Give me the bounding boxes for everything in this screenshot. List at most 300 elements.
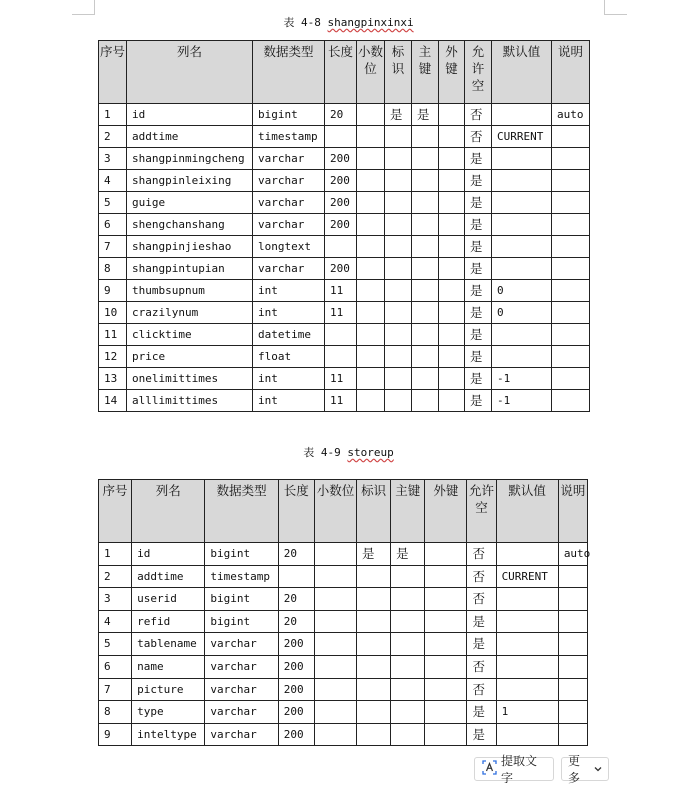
table-cell: shengchanshang [127,214,253,236]
table-cell: 否 [465,104,492,126]
table-cell [385,258,412,280]
column-header: 标识 [357,480,391,543]
table-cell [357,701,391,724]
caption-table-name: storeup [347,446,394,459]
table-cell: 是 [391,543,425,566]
table-cell: int [253,368,325,390]
table-cell: 200 [278,678,314,701]
table-cell [496,633,558,656]
table-cell: varchar [205,678,278,701]
table-cell: 是 [465,258,492,280]
table-cell [552,346,590,368]
column-header: 序号 [99,41,127,104]
table-cell [439,302,465,324]
more-label: 更多 [568,754,581,785]
table-cell [391,610,425,633]
table-cell [492,236,552,258]
table-cell: shangpintupian [127,258,253,280]
table-cell [425,723,467,746]
crop-mark-left [72,0,95,15]
table-cell [314,610,356,633]
table-cell [357,126,385,148]
table-row [99,588,588,611]
table-cell: 9 [99,723,132,746]
column-header: 外键 [425,480,467,543]
table-cell [552,368,590,390]
table-caption-4-8 [0,16,697,30]
table-cell [357,236,385,258]
table-cell [425,543,467,566]
table-cell: bigint [205,610,278,633]
table-row [99,701,588,724]
table-cell: refid [132,610,205,633]
table-cell [492,258,552,280]
table-row [99,170,590,192]
table-cell: 200 [278,723,314,746]
table-cell: 是 [465,192,492,214]
table-cell: inteltype [132,723,205,746]
table-cell: -1 [492,390,552,412]
table-cell: 是 [465,280,492,302]
table-cell [425,701,467,724]
table-cell [385,148,412,170]
table-cell: varchar [253,258,325,280]
table-cell: 7 [99,236,127,258]
table-cell: 11 [325,302,357,324]
table-cell [391,588,425,611]
table-cell [412,390,439,412]
table-cell: 20 [278,543,314,566]
table-cell: id [132,543,205,566]
table-cell: 否 [467,655,496,678]
table-cell: 11 [325,390,357,412]
table-row [99,565,588,588]
table-cell: 11 [325,368,357,390]
table-cell: 200 [278,633,314,656]
table-cell [492,214,552,236]
table-cell: 8 [99,258,127,280]
table-cell [558,723,587,746]
table-cell [552,324,590,346]
table-cell [385,302,412,324]
table-cell [496,610,558,633]
table-cell: varchar [253,148,325,170]
table-cell: 9 [99,280,127,302]
table-cell [314,633,356,656]
column-header: 说明 [558,480,587,543]
column-header: 外键 [439,41,465,104]
table-cell: name [132,655,205,678]
table-cell: bigint [253,104,325,126]
table-cell [552,170,590,192]
table-cell [391,678,425,701]
column-header: 允许空 [467,480,496,543]
column-header: 长度 [278,480,314,543]
table-cell [558,565,587,588]
table-cell [425,655,467,678]
table-cell [357,655,391,678]
table-row [99,214,590,236]
table-cell: picture [132,678,205,701]
column-header: 小数位 [314,480,356,543]
table-cell [496,723,558,746]
table-cell [492,192,552,214]
crop-mark-right [604,0,627,15]
table-cell [357,588,391,611]
table-cell: price [127,346,253,368]
table-cell [314,678,356,701]
table-cell: onelimittimes [127,368,253,390]
table-cell: 4 [99,170,127,192]
table-cell [558,701,587,724]
table-cell [391,633,425,656]
column-header: 主键 [412,41,439,104]
table-cell [492,148,552,170]
table-cell [412,236,439,258]
table-cell: 6 [99,655,132,678]
table-cell: 否 [467,565,496,588]
table-cell [552,302,590,324]
table-cell: 11 [99,324,127,346]
table-cell [496,655,558,678]
table-cell: 是 [467,633,496,656]
table-cell [412,346,439,368]
table-cell: 11 [325,280,357,302]
table-cell: 是 [465,324,492,346]
table-cell [558,655,587,678]
table-cell [357,565,391,588]
table-cell: 是 [385,104,412,126]
extract-text-button[interactable] [474,754,554,785]
table-cell: 13 [99,368,127,390]
column-header: 小数位 [357,41,385,104]
table-cell: 是 [465,236,492,258]
table-cell: CURRENT [492,126,552,148]
table-cell [357,214,385,236]
table-cell: shangpinmingcheng [127,148,253,170]
column-header: 说明 [552,41,590,104]
table-cell: 12 [99,346,127,368]
table-cell: 200 [325,258,357,280]
table-cell: 1 [99,543,132,566]
table-cell [357,390,385,412]
table-cell: 5 [99,633,132,656]
table-cell [412,280,439,302]
table-cell: 200 [325,170,357,192]
table-cell [314,565,356,588]
table-cell: 3 [99,588,132,611]
table-cell: 是 [465,302,492,324]
table-cell [357,148,385,170]
table-cell [357,192,385,214]
table-cell: longtext [253,236,325,258]
table-cell [439,324,465,346]
table-cell [552,258,590,280]
text-scan-icon [482,760,497,778]
table-cell [385,192,412,214]
table-cell [385,170,412,192]
table-cell [314,543,356,566]
table-cell [412,214,439,236]
table-cell: timestamp [253,126,325,148]
table-cell: 6 [99,214,127,236]
column-header: 默认值 [496,480,558,543]
table-cell [325,324,357,346]
table-row [99,148,590,170]
table-cell: int [253,302,325,324]
table-cell [425,588,467,611]
table-cell [439,258,465,280]
table-cell [558,678,587,701]
table-cell [385,236,412,258]
table-cell: 2 [99,126,127,148]
table-cell [552,192,590,214]
column-header: 默认值 [492,41,552,104]
table-cell: 0 [492,302,552,324]
table-cell [439,214,465,236]
table-cell [412,302,439,324]
table-cell [439,170,465,192]
table-cell [558,610,587,633]
table-cell: auto [558,543,587,566]
table-cell: 是 [357,543,391,566]
table-cell: varchar [205,723,278,746]
table-cell [357,324,385,346]
caption-table-name: shangpinxinxi [327,16,414,29]
table-cell: timestamp [205,565,278,588]
table-cell: int [253,390,325,412]
header-row [99,41,590,104]
table-cell [385,214,412,236]
table-cell [439,192,465,214]
table-row [99,236,590,258]
table-cell [412,170,439,192]
table-cell: 200 [325,214,357,236]
table-cell: 200 [278,701,314,724]
table-cell [325,126,357,148]
table-cell: 是 [465,170,492,192]
table-cell [357,610,391,633]
table-cell [439,368,465,390]
table-row [99,368,590,390]
table-cell: 否 [467,588,496,611]
table-row [99,280,590,302]
caption-prefix: 表 4-8 [283,16,321,29]
table-cell [425,678,467,701]
table-cell [425,565,467,588]
table-cell [357,368,385,390]
table-cell [314,723,356,746]
table-cell: varchar [205,633,278,656]
table-row [99,655,588,678]
table-cell: addtime [132,565,205,588]
table-cell: varchar [253,192,325,214]
table-cell [357,258,385,280]
table-cell [391,723,425,746]
table-cell: 20 [325,104,357,126]
table-cell [357,170,385,192]
table-row [99,192,590,214]
table-cell [439,148,465,170]
table-cell [552,126,590,148]
column-header: 主键 [391,480,425,543]
more-button[interactable] [561,754,609,785]
table-cell: 是 [465,368,492,390]
table-cell: CURRENT [496,565,558,588]
table-cell: 2 [99,565,132,588]
table-cell [385,368,412,390]
table-row [99,324,590,346]
table-cell: 1 [496,701,558,724]
table-cell [492,170,552,192]
table-cell [325,346,357,368]
table-cell [385,324,412,346]
table-cell: auto [552,104,590,126]
table-cell [357,678,391,701]
table-cell [314,655,356,678]
chevron-down-icon [594,762,602,776]
table-cell: bigint [205,588,278,611]
table-cell [439,104,465,126]
table-cell [496,678,558,701]
table-cell [439,126,465,148]
table-cell: 是 [467,723,496,746]
table-cell [496,543,558,566]
table-cell: 是 [465,148,492,170]
table-cell: varchar [205,655,278,678]
table-cell: 是 [412,104,439,126]
table-cell: 是 [465,390,492,412]
table-cell [357,723,391,746]
table-cell: guige [127,192,253,214]
table-row [99,302,590,324]
table-cell [314,588,356,611]
table-cell: 20 [278,588,314,611]
table-cell: datetime [253,324,325,346]
table-cell: 200 [325,192,357,214]
table-cell: 是 [465,214,492,236]
table-cell: crazilynum [127,302,253,324]
table-cell [425,633,467,656]
table-cell: clicktime [127,324,253,346]
column-header: 长度 [325,41,357,104]
table-cell: float [253,346,325,368]
table-cell: int [253,280,325,302]
table-cell: thumbsupnum [127,280,253,302]
table-cell [552,214,590,236]
table-row [99,543,588,566]
table-cell [552,148,590,170]
table-cell [552,390,590,412]
table-cell: bigint [205,543,278,566]
table-cell: 否 [465,126,492,148]
table-cell [492,324,552,346]
table-row [99,126,590,148]
table-cell: 否 [467,678,496,701]
table-cell: 是 [467,701,496,724]
table-cell [385,390,412,412]
column-header: 序号 [99,480,132,543]
table-caption-4-9 [0,446,697,460]
column-header: 允许空 [465,41,492,104]
table-shangpinxinxi [98,40,590,412]
table-cell [391,565,425,588]
table-row [99,390,590,412]
table-cell [558,588,587,611]
table-cell [357,280,385,302]
table-cell: 1 [99,104,127,126]
table-cell [496,588,558,611]
table-cell: userid [132,588,205,611]
table-cell [412,148,439,170]
table-row [99,633,588,656]
table-storeup [98,479,591,746]
table-cell [278,565,314,588]
table-row [99,258,590,280]
table-cell: 是 [465,346,492,368]
table-cell: 是 [467,610,496,633]
table-cell: 200 [325,148,357,170]
table-cell: id [127,104,253,126]
table-cell [412,126,439,148]
header-row [99,480,588,543]
table-cell: 0 [492,280,552,302]
table-cell [439,346,465,368]
table-cell: alllimittimes [127,390,253,412]
table-cell [412,324,439,346]
table-cell: addtime [127,126,253,148]
table-cell [357,302,385,324]
table-cell [412,258,439,280]
table-cell: 3 [99,148,127,170]
table-cell [357,104,385,126]
table-cell [357,346,385,368]
table-cell [492,104,552,126]
table-cell [314,701,356,724]
table-row [99,346,590,368]
caption-prefix: 表 4-9 [303,446,341,459]
table-cell: 否 [467,543,496,566]
table-cell [391,701,425,724]
table-cell [391,655,425,678]
column-header: 列名 [127,41,253,104]
column-header: 列名 [132,480,205,543]
column-header: 标识 [385,41,412,104]
table-cell: varchar [253,170,325,192]
column-header: 数据类型 [253,41,325,104]
table-cell [552,280,590,302]
table-cell: 7 [99,678,132,701]
table-cell: shangpinleixing [127,170,253,192]
table-cell [425,610,467,633]
table-cell [385,346,412,368]
column-header: 数据类型 [205,480,278,543]
table-cell [439,390,465,412]
table-cell [412,192,439,214]
table-cell [357,633,391,656]
table-cell: 200 [278,655,314,678]
table-cell: 5 [99,192,127,214]
table-cell [552,236,590,258]
table-cell [325,236,357,258]
table-cell [385,280,412,302]
table-cell: 10 [99,302,127,324]
table-cell [558,633,587,656]
table-cell: varchar [205,701,278,724]
extract-text-label: 提取文字 [501,754,538,785]
table-cell: 8 [99,701,132,724]
table-cell: varchar [253,214,325,236]
